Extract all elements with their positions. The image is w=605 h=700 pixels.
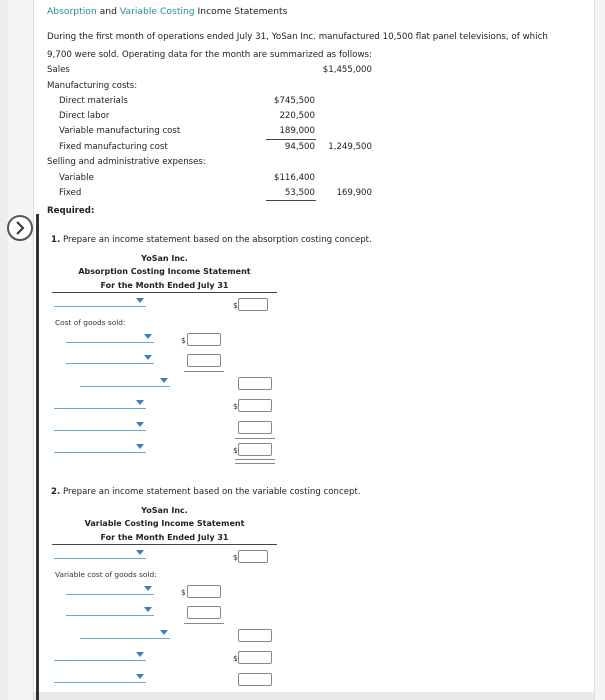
chevron-down-icon [144,355,152,360]
chevron-down-icon [136,422,144,427]
q2-vcogs3-select[interactable] [80,629,170,639]
q2-vcogs1-select[interactable] [66,585,154,595]
q1-sales-input[interactable] [238,298,268,311]
q1-cogs-label: Cost of goods sold: [55,318,126,327]
chevron-down-icon [144,334,152,339]
q2-header-rule [52,544,277,545]
q2-company: YoSan Inc. [141,506,188,515]
q1-prompt [51,235,372,245]
q2-vcogs-subtotal-rule [184,623,224,624]
q2-vcogs1-input[interactable] [187,585,221,598]
chevron-right-glyph [14,221,26,235]
q2-margin-input[interactable] [238,651,272,664]
dollar-sign: $ [233,446,238,455]
chevron-right-icon[interactable] [7,215,33,241]
var-amount: $116,400 [273,173,315,183]
dollar-sign: $ [233,402,238,411]
chevron-down-icon [136,400,144,405]
intro-paragraph: During the first month of operations ended July 31, YoSan Inc. manufactured 10,500 flat panel televisions, of which 9,700 were sold. Operating data for the month are summarized as follows: [47,32,548,60]
q1-text: Prepare an income statement based on the absorption costing concept. [62,235,372,245]
q2-number: 2. [51,487,61,497]
question-indicator-bar [36,214,39,700]
q1-gross-select[interactable] [54,399,146,409]
left-gutter [0,0,8,700]
chevron-down-icon [160,630,168,635]
q2-sales-input[interactable] [238,550,268,563]
chevron-down-icon [136,674,144,679]
chevron-down-icon [136,444,144,449]
q1-cogs2-input[interactable] [187,354,221,367]
q1-number: 1. [51,235,61,245]
chevron-down-icon [136,298,144,303]
q1-cogs1-input[interactable] [187,333,221,346]
q2-text: Prepare an income statement based on the variable costing concept. [62,487,361,497]
required-heading: Required: [47,206,95,216]
q2-statement: Variable Costing Income Statement [84,519,245,528]
q1-period: For the Month Ended July 31 [100,281,229,290]
q1-line1-select[interactable] [54,297,146,307]
q1-header-rule [52,292,277,293]
sales-label: Sales [47,65,70,75]
q2-next-input[interactable] [238,673,272,686]
q1-cogs3-select[interactable] [80,377,170,387]
dm-amount: $745,500 [273,96,315,106]
q1-sa-input[interactable] [238,421,272,434]
dollar-sign: $ [181,588,186,597]
dollar-sign: $ [233,654,238,663]
q1-cogs2-select[interactable] [66,354,154,364]
q1-cogs-subtotal-rule [184,371,224,372]
bottom-scroll-edge [34,692,594,700]
vmc-label: Variable manufacturing cost [59,126,181,136]
chevron-down-icon [160,378,168,383]
q1-net-double-rule [235,459,275,464]
q2-next-select[interactable] [54,673,146,683]
fmc-label: Fixed manufacturing cost [59,142,168,152]
q2-vcogs3-input[interactable] [238,629,272,642]
q1-cogs3-input[interactable] [238,377,272,390]
chevron-down-icon [136,652,144,657]
dl-amount: 220,500 [279,111,315,121]
q1-company: YoSan Inc. [141,254,188,263]
sa-underline [266,200,316,201]
fixed-amount: 53,500 [284,188,315,198]
vmc-amount: 189,000 [279,126,315,136]
problem-card [33,0,595,700]
q1-net-input[interactable] [238,443,272,456]
mfg-label: Manufacturing costs: [47,81,138,91]
q2-vcogs2-input[interactable] [187,606,221,619]
mfg-underline [266,139,316,140]
chevron-down-icon [144,586,152,591]
absorption-link[interactable]: Absorption [47,6,97,17]
chevron-down-icon [136,550,144,555]
dm-label: Direct materials [59,96,128,106]
q1-statement: Absorption Costing Income Statement [78,267,251,276]
chevron-down-icon [144,607,152,612]
q1-net-select[interactable] [54,443,146,453]
q1-sa-rule [235,438,275,439]
title-rest: Income Statements [194,6,288,17]
sa-total: 169,900 [336,188,372,198]
fixed-label: Fixed [59,188,82,198]
q2-vcogs-label: Variable cost of goods sold: [55,570,157,579]
mfg-total: 1,249,500 [328,142,372,152]
q1-gross-input[interactable] [238,399,272,412]
q2-prompt [51,487,361,497]
sales-amount: $1,455,000 [322,65,372,75]
dollar-sign: $ [181,336,186,345]
title-and: and [96,6,120,17]
sa-label: Selling and administrative expenses: [47,157,206,167]
dollar-sign: $ [233,553,238,562]
q2-line1-select[interactable] [54,549,146,559]
dollar-sign: $ [233,301,238,310]
q2-margin-select[interactable] [54,651,146,661]
variable-costing-link[interactable]: Variable Costing [119,6,195,17]
problem-title [47,6,287,17]
dl-label: Direct labor [59,111,110,121]
q1-cogs1-select[interactable] [66,333,154,343]
q1-sa-select[interactable] [54,421,146,431]
fmc-amount: 94,500 [284,142,315,152]
var-label: Variable [59,173,94,183]
q2-vcogs2-select[interactable] [66,606,154,616]
q2-period: For the Month Ended July 31 [100,533,229,542]
